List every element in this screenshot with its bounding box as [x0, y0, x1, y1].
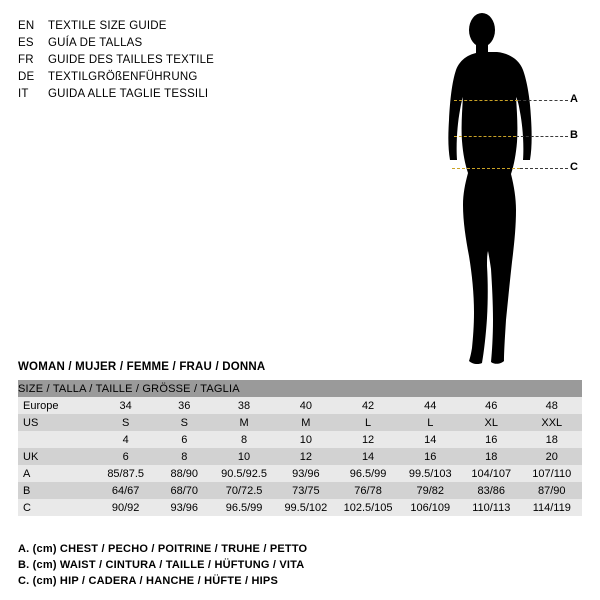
table-row — [18, 431, 582, 448]
table-row — [18, 482, 582, 499]
language-row — [18, 69, 318, 86]
legend-row-b: B. (cm) WAIST / CINTURA / TAILLE / HÜFTUNG / VITA — [18, 559, 305, 571]
table-header-row — [18, 380, 582, 397]
measurement-legend — [18, 541, 578, 589]
cell: 99.5/103 — [400, 465, 461, 482]
cell: 16 — [461, 431, 522, 448]
table-row — [18, 448, 582, 465]
language-code: EN — [18, 20, 35, 32]
table-row — [18, 465, 582, 482]
cell: 34 — [96, 397, 156, 414]
cell: 93/96 — [156, 499, 213, 516]
cell: 76/78 — [337, 482, 400, 499]
language-label: GUIDE DES TAILLES TEXTILE — [48, 54, 215, 66]
cell: 18 — [522, 431, 582, 448]
cell: 48 — [522, 397, 582, 414]
cell: 4 — [96, 431, 156, 448]
cell: 64/67 — [96, 482, 156, 499]
cell: 42 — [337, 397, 400, 414]
cell: XXL — [522, 414, 582, 431]
cell: 44 — [400, 397, 461, 414]
cell: L — [337, 414, 400, 431]
cell: 104/107 — [461, 465, 522, 482]
cell: 85/87.5 — [96, 465, 156, 482]
cell: 8 — [156, 448, 213, 465]
cell: 107/110 — [522, 465, 582, 482]
language-code: IT — [18, 88, 29, 100]
cell: 70/72.5 — [213, 482, 275, 499]
cell: M — [213, 414, 275, 431]
table-row — [18, 397, 582, 414]
measure-label-c: C — [570, 161, 578, 173]
cell: M — [275, 414, 336, 431]
legend-row-c: C. (cm) HIP / CADERA / HANCHE / HÜFTE / HIPS — [18, 575, 278, 587]
cell: 38 — [213, 397, 275, 414]
language-label: TEXTILGRÖßENFÜHRUNG — [48, 71, 198, 83]
table-row — [18, 414, 582, 431]
language-code: DE — [18, 71, 35, 83]
cell: 68/70 — [156, 482, 213, 499]
cell: 14 — [337, 448, 400, 465]
cell: 90/92 — [96, 499, 156, 516]
cell: 87/90 — [522, 482, 582, 499]
section-title: WOMAN / MUJER / FEMME / FRAU / DONNA — [18, 361, 266, 373]
cell: 83/86 — [461, 482, 522, 499]
cell: 96.5/99 — [213, 499, 275, 516]
cell: 96.5/99 — [337, 465, 400, 482]
hip-guide-line — [452, 168, 520, 169]
cell: 110/113 — [461, 499, 522, 516]
cell: 88/90 — [156, 465, 213, 482]
female-figure-diagram — [430, 8, 595, 373]
language-list — [18, 18, 318, 103]
language-label: GUIDA ALLE TAGLIE TESSILI — [48, 88, 209, 100]
row-label: C — [18, 499, 96, 516]
cell: 93/96 — [275, 465, 336, 482]
cell: S — [96, 414, 156, 431]
size-table-wrapper — [18, 380, 582, 516]
language-code: FR — [18, 54, 34, 66]
row-label: A — [18, 465, 96, 482]
cell: 20 — [522, 448, 582, 465]
cell: 102.5/105 — [337, 499, 400, 516]
language-row — [18, 18, 318, 35]
language-label: GUÍA DE TALLAS — [48, 37, 143, 49]
language-row — [18, 35, 318, 52]
measure-label-a: A — [570, 93, 578, 105]
legend-row-a: A. (cm) CHEST / PECHO / POITRINE / TRUHE / PETTO — [18, 543, 308, 555]
cell: 14 — [400, 431, 461, 448]
cell: S — [156, 414, 213, 431]
row-label: US — [18, 414, 96, 431]
cell: 12 — [337, 431, 400, 448]
waist-leader-line — [516, 136, 568, 137]
cell: 6 — [156, 431, 213, 448]
row-label — [18, 431, 96, 448]
cell: 90.5/92.5 — [213, 465, 275, 482]
table-row — [18, 499, 582, 516]
language-row — [18, 86, 318, 103]
cell: L — [400, 414, 461, 431]
cell: 40 — [275, 397, 336, 414]
cell: 46 — [461, 397, 522, 414]
cell: 36 — [156, 397, 213, 414]
cell: 16 — [400, 448, 461, 465]
waist-guide-line — [454, 136, 516, 137]
woman-silhouette-icon — [430, 8, 595, 373]
language-row — [18, 52, 318, 69]
cell: 8 — [213, 431, 275, 448]
row-label: UK — [18, 448, 96, 465]
cell: 10 — [275, 431, 336, 448]
cell: 99.5/102 — [275, 499, 336, 516]
measure-label-b: B — [570, 129, 578, 141]
cell: 79/82 — [400, 482, 461, 499]
row-label: Europe — [18, 397, 96, 414]
cell: 10 — [213, 448, 275, 465]
table-header-label: SIZE / TALLA / TAILLE / GRÖSSE / TAGLIA — [18, 380, 582, 397]
row-label: B — [18, 482, 96, 499]
size-table — [18, 380, 582, 516]
cell: 106/109 — [400, 499, 461, 516]
cell: 114/119 — [522, 499, 582, 516]
cell: 18 — [461, 448, 522, 465]
cell: 6 — [96, 448, 156, 465]
language-label: TEXTILE SIZE GUIDE — [48, 20, 167, 32]
language-code: ES — [18, 37, 34, 49]
hip-leader-line — [520, 168, 568, 169]
chest-guide-line — [454, 100, 518, 101]
cell: 12 — [275, 448, 336, 465]
cell: XL — [461, 414, 522, 431]
chest-leader-line — [518, 100, 568, 101]
cell: 73/75 — [275, 482, 336, 499]
